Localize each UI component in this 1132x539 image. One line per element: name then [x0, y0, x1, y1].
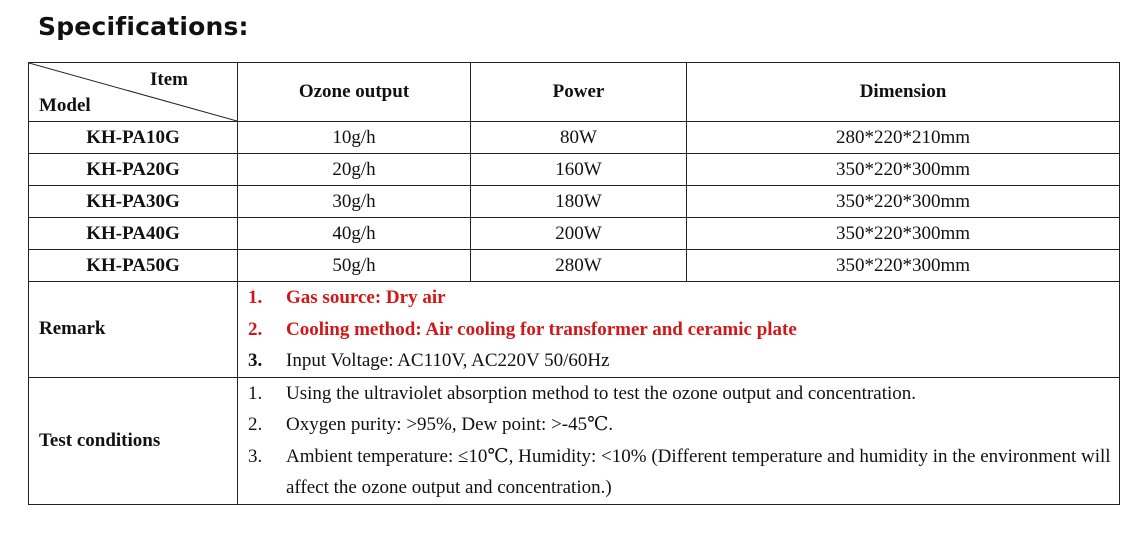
power-cell: 160W: [471, 154, 687, 186]
specifications-table: [28, 62, 1120, 505]
remark-item: [248, 282, 1119, 314]
remark-item-number: 2.: [248, 318, 263, 340]
remark-item: [248, 345, 1119, 377]
model-cell: KH-PA40G: [29, 218, 238, 250]
model-cell: KH-PA10G: [29, 122, 238, 154]
model-cell: KH-PA20G: [29, 154, 238, 186]
dimension-cell: 350*220*300mm: [687, 250, 1120, 282]
test-condition-number: 3.: [248, 445, 263, 467]
ozone-cell: 30g/h: [238, 186, 471, 218]
header-corner-cell: [29, 63, 238, 122]
table-row: [29, 154, 1120, 186]
dimension-cell: 350*220*300mm: [687, 218, 1120, 250]
ozone-cell: 50g/h: [238, 250, 471, 282]
ozone-cell: 20g/h: [238, 154, 471, 186]
test-condition-text: Oxygen purity: >95%, Dew point: >-45℃.: [286, 414, 614, 435]
remark-item-text: Cooling method: Air cooling for transformer and ceramic plate: [286, 318, 797, 340]
test-conditions-list: [238, 378, 1119, 504]
test-conditions-row: [29, 377, 1120, 504]
table-row: [29, 218, 1120, 250]
remark-row: [29, 282, 1120, 378]
table-row: [29, 186, 1120, 218]
dimension-cell: 280*220*210mm: [687, 122, 1120, 154]
model-cell: KH-PA30G: [29, 186, 238, 218]
test-condition-text: Ambient temperature: ≤10℃, Humidity: <10% (Different temperature and humidity in the environment will affect the ozone output and concentration.): [286, 445, 1111, 498]
remark-item-number: 3.: [248, 350, 263, 371]
table-row: [29, 250, 1120, 282]
header-item-label: Item: [150, 69, 188, 90]
remark-item-text: Input Voltage: AC110V, AC220V 50/60Hz: [286, 350, 610, 371]
test-condition-item: [248, 441, 1119, 504]
table-row: [29, 122, 1120, 154]
power-cell: 80W: [471, 122, 687, 154]
remark-item: [248, 314, 1119, 346]
test-condition-text: Using the ultraviolet absorption method to test the ozone output and concentration.: [286, 382, 917, 404]
header-dimension: Dimension: [687, 63, 1120, 122]
header-model-label: Model: [39, 95, 91, 116]
model-cell: KH-PA50G: [29, 250, 238, 282]
page-title: Specifications:: [38, 12, 249, 41]
remark-item-number: 1.: [248, 287, 263, 308]
dimension-cell: 350*220*300mm: [687, 154, 1120, 186]
power-cell: 200W: [471, 218, 687, 250]
test-condition-item: [248, 378, 1119, 410]
ozone-cell: 40g/h: [238, 218, 471, 250]
remark-content: [238, 282, 1120, 378]
remark-item-text: Gas source: Dry air: [286, 287, 446, 308]
ozone-cell: 10g/h: [238, 122, 471, 154]
test-condition-item: [248, 409, 1119, 441]
power-cell: 180W: [471, 186, 687, 218]
test-conditions-label: Test conditions: [29, 377, 238, 504]
power-cell: 280W: [471, 250, 687, 282]
header-power: Power: [471, 63, 687, 122]
remark-label: Remark: [29, 282, 238, 378]
header-row: [29, 63, 1120, 122]
dimension-cell: 350*220*300mm: [687, 186, 1120, 218]
remark-list: [238, 282, 1119, 377]
header-ozone-output: Ozone output: [238, 63, 471, 122]
test-condition-number: 2.: [248, 414, 263, 435]
test-condition-number: 1.: [248, 382, 263, 404]
test-conditions-content: [238, 377, 1120, 504]
